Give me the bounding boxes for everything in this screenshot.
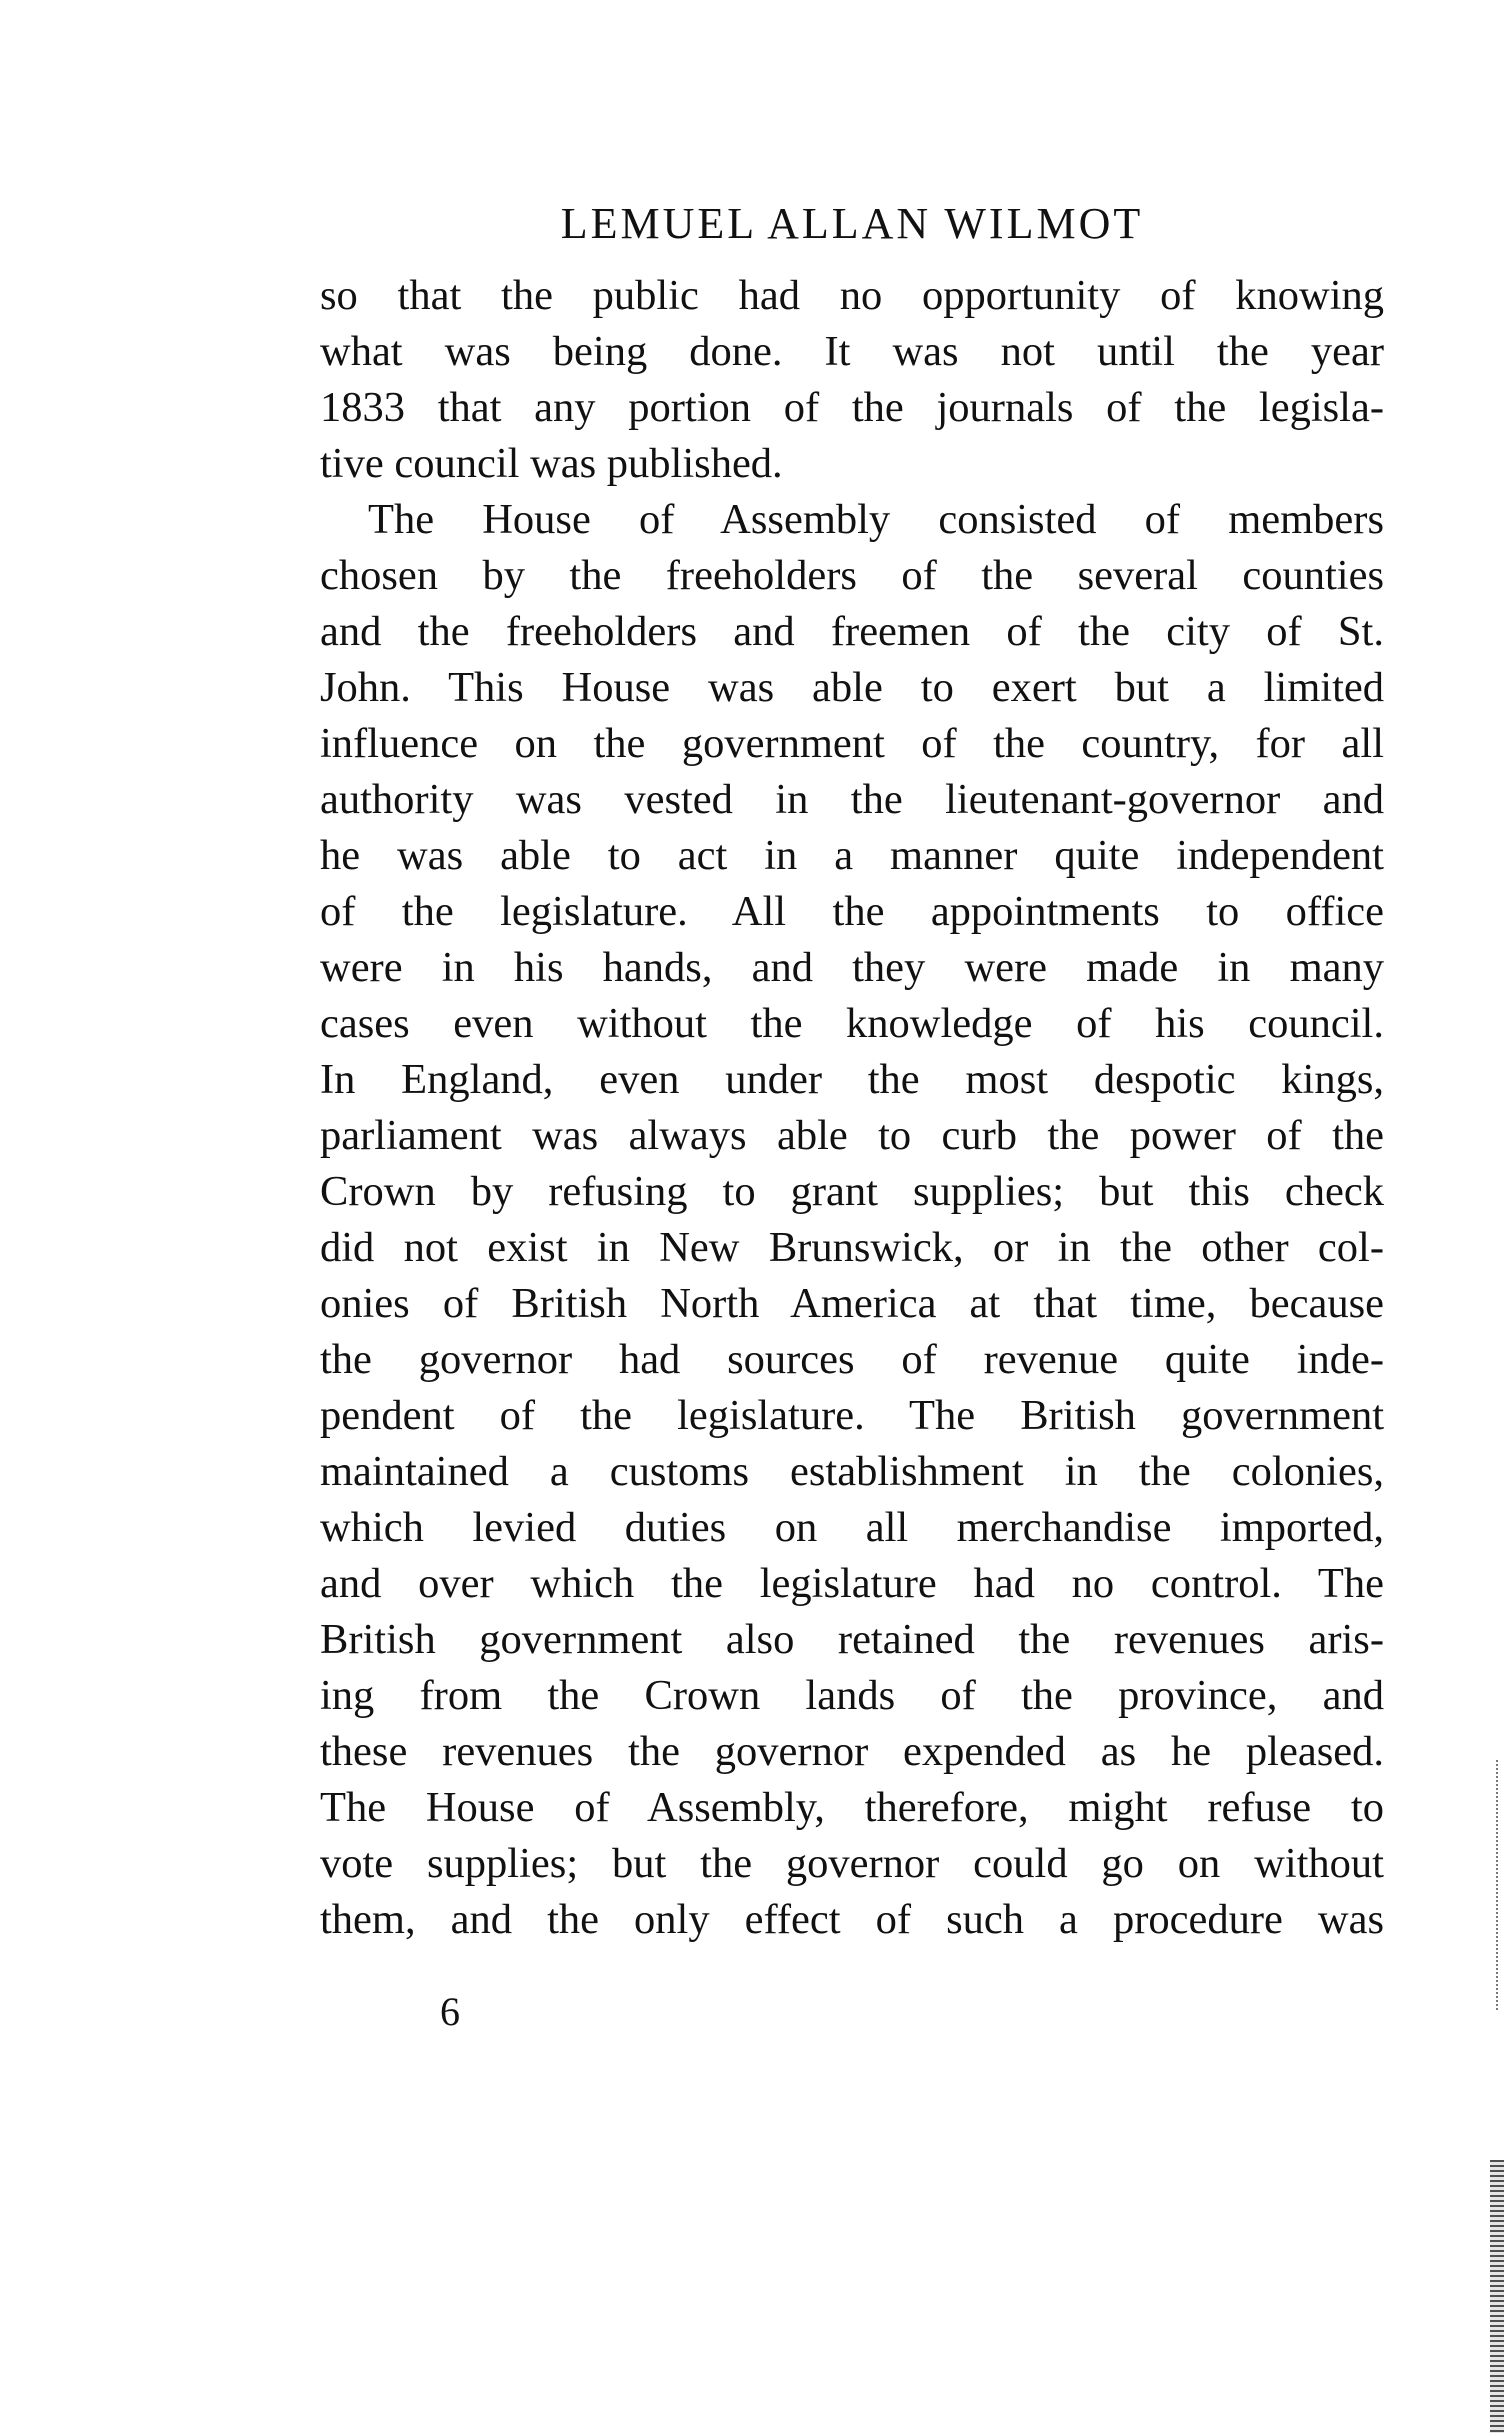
text-line: which levied duties on all merchandise imported, — [320, 1504, 1384, 1551]
running-head-title: LEMUEL ALLAN WILMOT — [560, 199, 1144, 248]
page-number: 6 — [440, 1989, 460, 2034]
text-line: pendent of the legislature. The British government — [320, 1392, 1384, 1439]
text-line: he was able to act in a manner quite independent — [320, 832, 1384, 879]
text-line: of the legislature. All the appointments to office — [320, 888, 1384, 935]
text-line-paragraph-start: The House of Assembly consisted of members — [368, 496, 1384, 543]
text-line: British government also retained the revenues aris- — [320, 1616, 1384, 1663]
text-line: Crown by refusing to grant supplies; but this check — [320, 1168, 1384, 1215]
text-line: the governor had sources of revenue quite inde- — [320, 1336, 1384, 1383]
text-line: were in his hands, and they were made in many — [320, 944, 1384, 991]
text-line: influence on the government of the country, for all — [320, 720, 1384, 767]
text-line: them, and the only effect of such a procedure was — [320, 1896, 1384, 1943]
text-line: The House of Assembly, therefore, might refuse to — [320, 1784, 1384, 1831]
text-line: 1833 that any portion of the journals of the legisla- — [320, 384, 1384, 431]
text-line: vote supplies; but the governor could go on without — [320, 1840, 1384, 1887]
text-line: did not exist in New Brunswick, or in the other col- — [320, 1224, 1384, 1271]
text-line: onies of British North America at that time, because — [320, 1280, 1384, 1327]
text-line: and over which the legislature had no control. The — [320, 1560, 1384, 1607]
text-line: authority was vested in the lieutenant-governor and — [320, 776, 1384, 823]
text-line: so that the public had no opportunity of knowing — [320, 272, 1384, 319]
text-line: John. This House was able to exert but a limited — [320, 664, 1384, 711]
text-line: these revenues the governor expended as he pleased. — [320, 1728, 1384, 1775]
body-text — [320, 268, 1384, 1948]
scan-edge-artifact — [1494, 1760, 1498, 2010]
text-line: ing from the Crown lands of the province, and — [320, 1672, 1384, 1719]
text-line: chosen by the freeholders of the several counties — [320, 552, 1384, 599]
scan-edge-artifact — [1490, 2160, 1504, 2433]
text-line: maintained a customs establishment in the colonies, — [320, 1448, 1384, 1495]
text-line: In England, even under the most despotic kings, — [320, 1056, 1384, 1103]
text-line: what was being done. It was not until the year — [320, 328, 1384, 375]
text-line: tive council was published. — [320, 440, 783, 487]
text-line: parliament was always able to curb the power of the — [320, 1112, 1384, 1159]
text-line: cases even without the knowledge of his council. — [320, 1000, 1384, 1047]
text-line: and the freeholders and freemen of the city of St. — [320, 608, 1384, 655]
